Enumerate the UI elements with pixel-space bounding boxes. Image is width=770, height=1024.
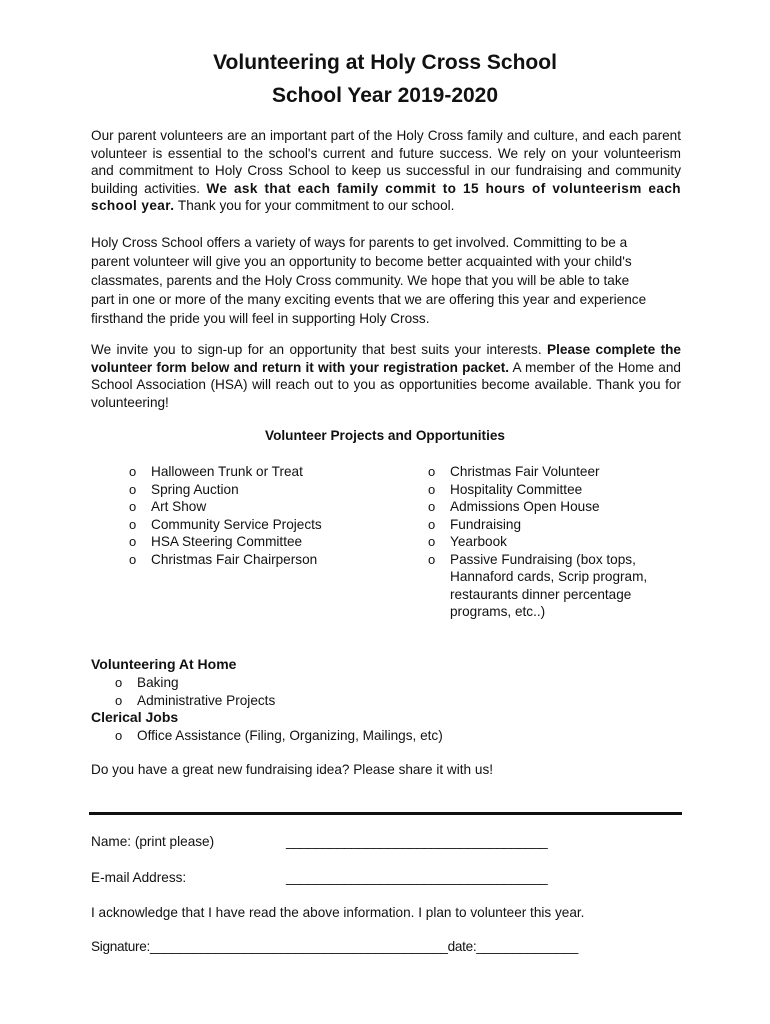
intro-thanks: Thank you for your commitment to our school. bbox=[177, 198, 455, 214]
list-item-label: Art Show bbox=[151, 499, 207, 514]
bullet-icon: o bbox=[428, 464, 436, 479]
list-item-label: Passive Fundraising (box tops, Hannaford cards, Scrip program, restaurants dinner percentage programs, etc..) bbox=[450, 551, 648, 619]
bullet-icon: o bbox=[428, 516, 436, 532]
clerical-list bbox=[115, 727, 615, 745]
invite-rest: A member of the Home and School Association (HSA) will reach out to you as opportunities become available. Thank you for volunteering! bbox=[91, 359, 681, 410]
bullet-icon: o bbox=[129, 551, 137, 567]
bullet-icon: o bbox=[129, 481, 137, 497]
home-heading: Volunteering At Home bbox=[91, 656, 237, 672]
projects-list-left bbox=[129, 463, 389, 568]
bullet-icon: o bbox=[428, 481, 436, 497]
page-title: Volunteering at Holy Cross School bbox=[213, 51, 557, 74]
list-item bbox=[129, 516, 389, 534]
list-item bbox=[129, 481, 389, 499]
list-item bbox=[428, 516, 668, 534]
name-label: Name: (print please) bbox=[91, 834, 215, 849]
section-divider bbox=[89, 812, 682, 815]
list-item bbox=[428, 481, 668, 499]
signature-date-field[interactable]: Signature:_________________________________________date:______________ bbox=[91, 939, 579, 954]
list-item-label: Administrative Projects bbox=[137, 692, 276, 708]
list-item bbox=[129, 551, 389, 569]
bullet-icon: o bbox=[129, 464, 137, 479]
bullet-icon: o bbox=[428, 534, 436, 549]
bullet-icon: o bbox=[115, 692, 123, 708]
fundraising-idea-prompt: Do you have a great new fundraising idea? Please share it with us! bbox=[91, 762, 494, 777]
intro-commitment: We ask that each family commit to 15 hours of volunteerism each school year. bbox=[91, 180, 681, 214]
list-item-label: Christmas Fair Chairperson bbox=[151, 551, 318, 567]
list-item-label: Fundraising bbox=[450, 516, 522, 532]
list-item-label: Halloween Trunk or Treat bbox=[151, 464, 303, 479]
list-item-label: Spring Auction bbox=[151, 481, 239, 497]
list-item-label: Admissions Open House bbox=[450, 499, 600, 514]
list-item bbox=[428, 463, 668, 481]
list-item-label: Hospitality Committee bbox=[450, 481, 583, 497]
intro-paragraph bbox=[91, 127, 681, 215]
bullet-icon: o bbox=[428, 499, 436, 514]
list-item bbox=[428, 533, 668, 551]
bullet-icon: o bbox=[129, 534, 137, 549]
list-item bbox=[115, 692, 515, 710]
clerical-heading: Clerical Jobs bbox=[91, 709, 179, 725]
email-label: E-mail Address: bbox=[91, 870, 187, 885]
invite-paragraph bbox=[91, 341, 681, 411]
list-item-label: Christmas Fair Volunteer bbox=[450, 464, 600, 479]
list-item bbox=[115, 727, 615, 745]
home-list bbox=[115, 674, 515, 709]
invite-instruction: Please complete the volunteer form below and return it with your registration packet. bbox=[91, 342, 681, 375]
list-item bbox=[129, 463, 389, 481]
projects-heading: Volunteer Projects and Opportunities bbox=[265, 428, 505, 443]
bullet-icon: o bbox=[129, 516, 137, 532]
page-subtitle: School Year 2019-2020 bbox=[271, 84, 499, 107]
acknowledgement-text: I acknowledge that I have read the above information. I plan to volunteer this year. bbox=[91, 905, 585, 920]
bullet-icon: o bbox=[115, 728, 123, 743]
list-item bbox=[115, 674, 515, 692]
bullet-icon: o bbox=[428, 551, 436, 567]
name-field[interactable]: ____________________________________ bbox=[286, 834, 548, 849]
list-item-label: Yearbook bbox=[450, 534, 507, 549]
list-item-label: Community Service Projects bbox=[151, 516, 322, 532]
list-item bbox=[428, 551, 655, 621]
list-item bbox=[129, 498, 389, 516]
invite-text: We invite you to sign-up for an opportunity that best suits your interests. bbox=[91, 342, 542, 357]
list-item-label: Office Assistance (Filing, Organizing, Mailings, etc) bbox=[137, 728, 443, 743]
list-item bbox=[428, 498, 668, 516]
list-item-label: Baking bbox=[137, 675, 179, 690]
bullet-icon: o bbox=[115, 675, 123, 690]
list-item bbox=[129, 533, 389, 551]
email-field[interactable]: ____________________________________ bbox=[286, 870, 548, 885]
bullet-icon: o bbox=[129, 499, 137, 514]
intro-text: Our parent volunteers are an important part of the Holy Cross family and culture, and each parent volunteer is essential to the school's current and future success. We rely on your volunteerism and commitment to Holy Cross School to keep us successful in our fundraising and community building activities. bbox=[91, 128, 681, 196]
offer-paragraph: Holy Cross School offers a variety of ways for parents to get involved. Committing to be a parent volunteer will give you an opportunity to become better acquainted with your child's classmates, parents and the Holy Cross community. We hope that you will be able to take part in one or more of the many exciting events that we are offering this year and experience firsthand the pride you will feel in supporting Holy Cross. bbox=[91, 235, 647, 326]
projects-list-right bbox=[428, 463, 668, 621]
list-item-label: HSA Steering Committee bbox=[151, 534, 303, 549]
